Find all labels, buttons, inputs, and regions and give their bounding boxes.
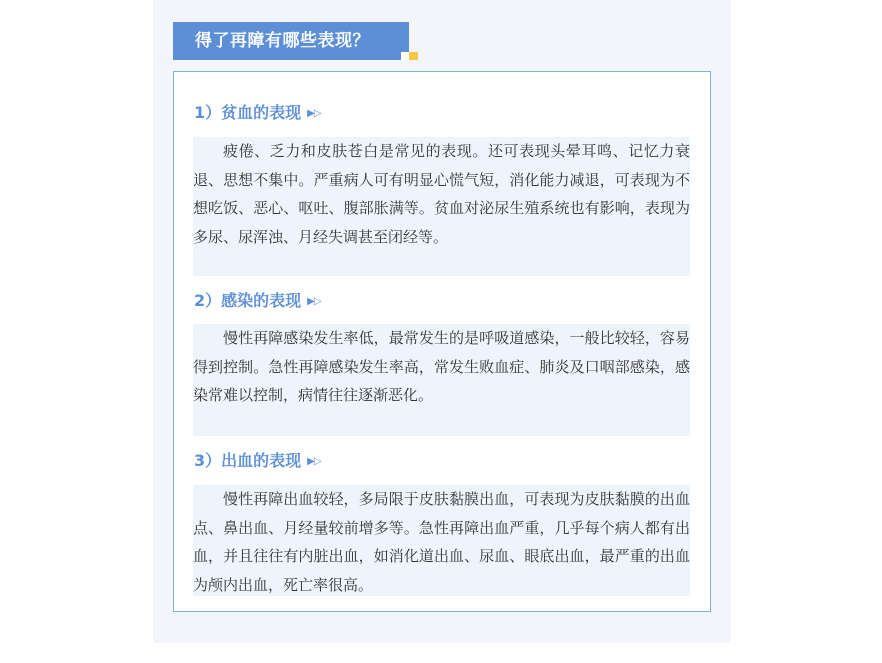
section-body-bleeding: 慢性再障出血较轻，多局限于皮肤黏膜出血，可表现为皮肤黏膜的出血点、鼻出血、月经量较前增多等。急性再障出血严重，几乎每个病人都有出血，并且往往有内脏出血，如消化道出血、尿血、眼底出血，最严重的出血为颅内出血，死亡率很高。 [193,485,690,596]
section-heading-infection [194,289,321,313]
section-body-infection: 慢性再障感染发生率低，最常发生的是呼吸道感染，一般比较轻，容易得到控制。急性再障感染发生率高，常发生败血症、肺炎及口咽部感染，感染常难以控制，病情往往逐渐恶化。 [193,324,690,436]
arrow-icon: ▶▷ [307,108,321,119]
section-heading-anemia [194,101,321,125]
arrow-icon: ▶▷ [307,296,321,307]
title-decoration [401,52,409,60]
section-heading-label: 3）出血的表现 [194,451,302,470]
arrow-icon: ▶▷ [307,456,321,467]
section-heading-bleeding [194,449,321,473]
page-title: 得了再障有哪些表现？ [173,22,409,60]
section-heading-label: 1）贫血的表现 [194,103,302,122]
title-accent-square [409,52,418,60]
section-body-anemia: 疲倦、乏力和皮肤苍白是常见的表现。还可表现头晕耳鸣、记忆力衰退、思想不集中。严重病人可有明显心慌气短，消化能力减退，可表现为不想吃饭、恶心、呕吐、腹部胀满等。贫血对泌尿生殖系统也有影响，表现为多尿、尿浑浊、月经失调甚至闭经等。 [193,137,690,276]
section-heading-label: 2）感染的表现 [194,291,302,310]
